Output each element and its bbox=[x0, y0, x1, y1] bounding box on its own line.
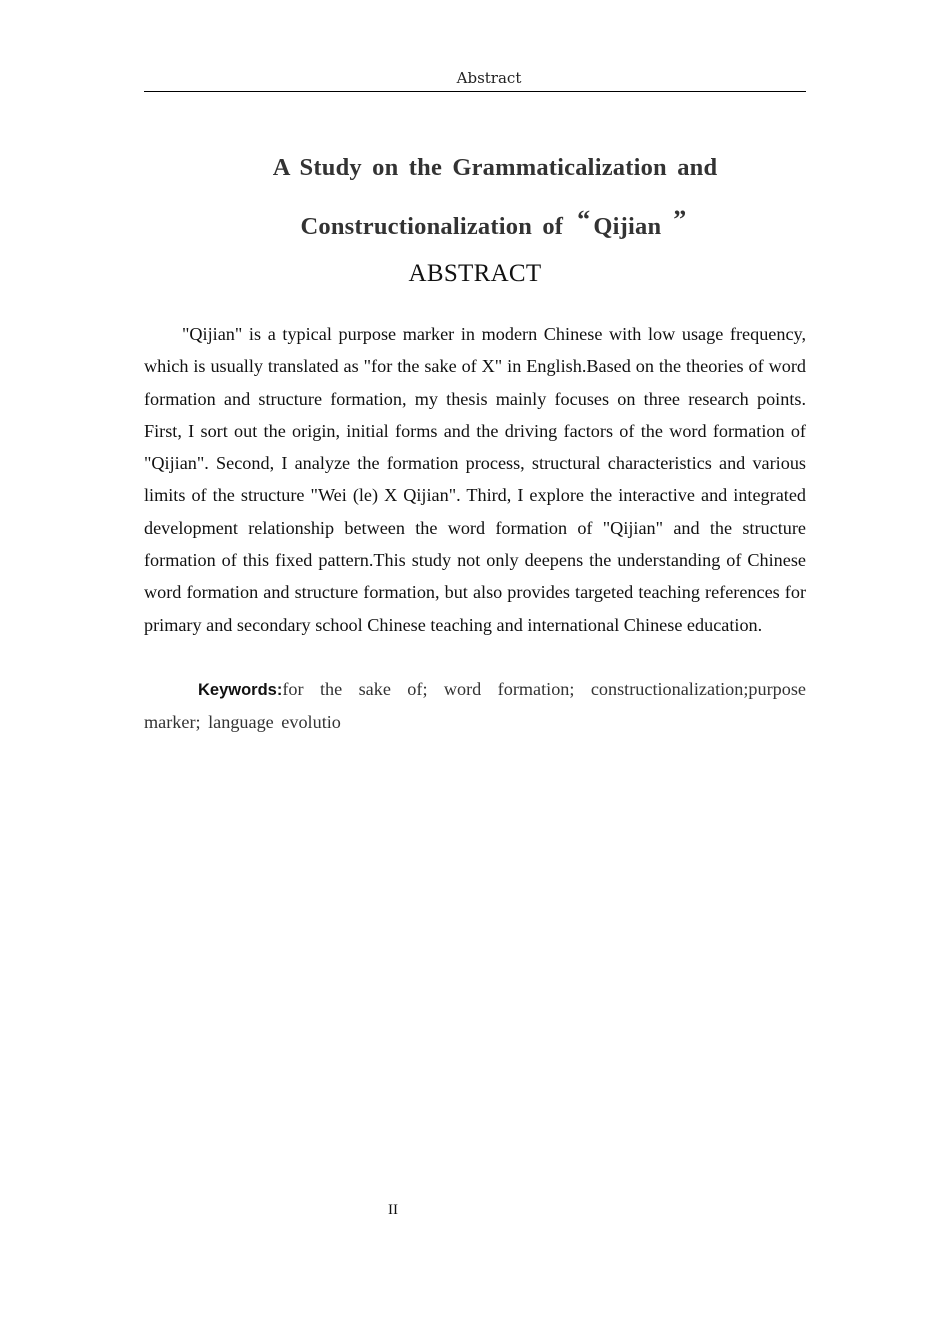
title-close-quote: ” bbox=[673, 205, 687, 234]
title-open-quote: “ bbox=[577, 205, 591, 234]
title-line-1: A Study on the Grammaticalization and bbox=[272, 154, 718, 181]
title-line-2 bbox=[144, 194, 806, 253]
abstract-body: "Qijian" is a typical purpose marker in modern Chinese with low usage frequency, which is usually translated as "for the sake of X" in English.Based on the theories of word formation and structure formation, my thesis mainly focuses on three research points. First, I sort out the origin, initial forms and the driving factors of the word formation of "Qijian". Second, I analyze the formation process, structural characteristics and various limits of the structure "Wei (le) X Qijian". Third, I explore the interactive and integrated development relationship between the word formation of "Qijian" and the structure formation of this fixed pattern.This study not only deepens the understanding of Chinese word formation and structure formation, but also provides targeted teaching references for primary and secondary school Chinese teaching and international Chinese education. bbox=[144, 324, 806, 635]
title-quoted-term: Qijian bbox=[593, 213, 662, 240]
running-header-text: Abstract bbox=[456, 69, 522, 87]
abstract-heading: ABSTRACT bbox=[408, 260, 542, 287]
running-header bbox=[144, 68, 806, 92]
title-line-2-prefix: Constructionalization of bbox=[300, 213, 564, 240]
paper-title bbox=[144, 142, 806, 253]
keywords-label: Keywords: bbox=[198, 681, 283, 699]
keywords-paragraph bbox=[144, 673, 806, 739]
page-number: II bbox=[388, 1202, 398, 1218]
keywords-text: for the sake of; word formation; constructionalization;purpose marker; language evolutio bbox=[144, 679, 806, 733]
